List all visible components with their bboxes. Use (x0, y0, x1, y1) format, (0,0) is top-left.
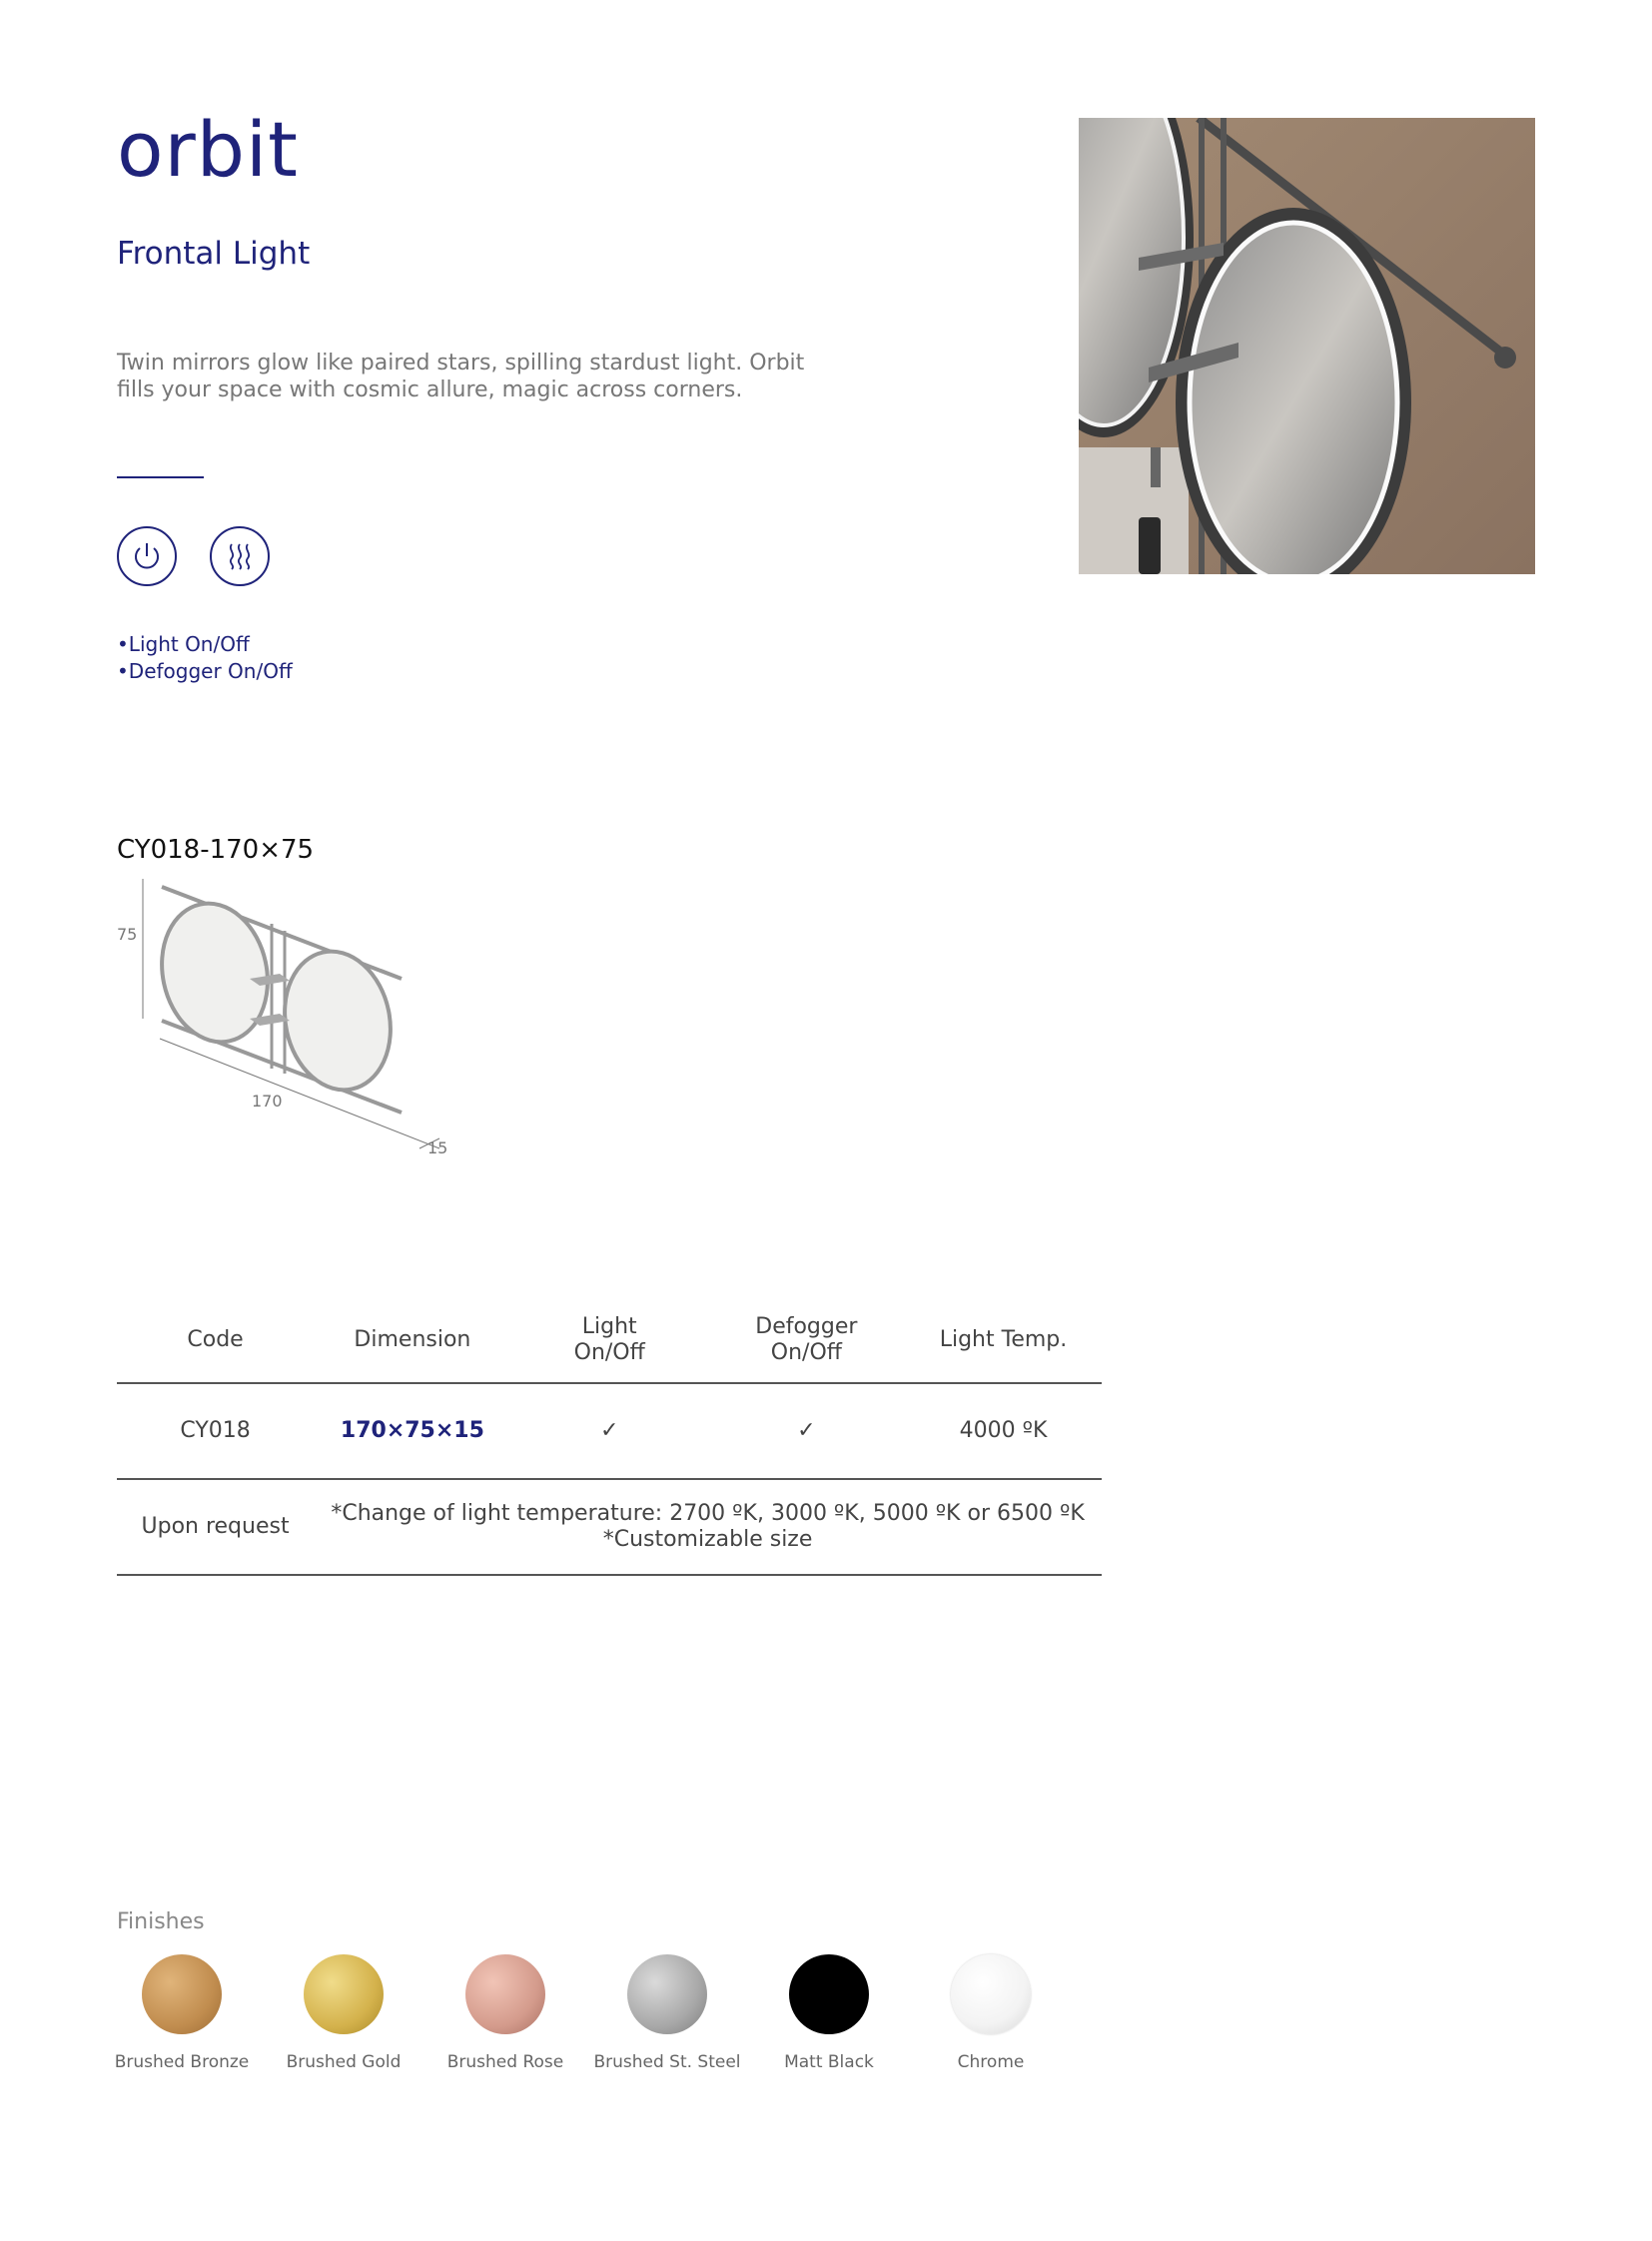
cell-light-check: ✓ (511, 1383, 708, 1479)
divider (117, 476, 204, 478)
swatch-brushed-steel (627, 1954, 707, 2034)
request-note-temperature: *Change of light temperature: 2700 ºK, 3000 ºK, 5000 ºK or 6500 ºK (331, 1501, 1085, 1526)
dimension-label-height: 75 (117, 925, 138, 944)
product-title: orbit (117, 105, 299, 194)
spec-table (117, 1298, 1102, 1576)
swatch-label-brushed-steel: Brushed St. Steel (593, 2052, 741, 2072)
cell-defogger-check: ✓ (708, 1383, 905, 1479)
table-row (117, 1383, 1102, 1479)
dimension-label-depth: 15 (427, 1138, 448, 1157)
feature-item-light: • Light On/Off (117, 631, 293, 658)
power-icon (117, 526, 177, 586)
feature-item-defogger: • Defogger On/Off (117, 658, 293, 685)
swatch-chrome (951, 1954, 1031, 2034)
header-defogger: Defogger On/Off (708, 1298, 905, 1383)
header-light: Light On/Off (511, 1298, 708, 1383)
header-dimension: Dimension (314, 1298, 511, 1383)
dimension-label-width: 170 (252, 1092, 283, 1111)
model-code-title: CY018-170×75 (117, 835, 315, 865)
swatch-label-brushed-bronze: Brushed Bronze (114, 2052, 250, 2072)
product-description: Twin mirrors glow like paired stars, spilling stardust light. Orbit fills your space with cosmic allure, magic across corners. (117, 351, 805, 402)
swatch-brushed-bronze (142, 1954, 222, 2034)
cell-light-temp: 4000 ºK (905, 1383, 1102, 1479)
table-row-request (117, 1479, 1102, 1575)
swatch-label-brushed-rose: Brushed Rose (446, 2052, 564, 2072)
cell-request-notes (314, 1479, 1102, 1575)
cell-dimension: 170×75×15 (314, 1383, 511, 1479)
request-note-size: *Customizable size (602, 1527, 813, 1552)
header-code: Code (117, 1298, 314, 1383)
swatch-label-matt-black: Matt Black (784, 2052, 874, 2072)
header-light-temp: Light Temp. (905, 1298, 1102, 1383)
swatch-brushed-rose (465, 1954, 545, 2034)
swatch-matt-black (789, 1954, 869, 2034)
swatch-brushed-gold (304, 1954, 384, 2034)
swatch-label-brushed-gold: Brushed Gold (286, 2052, 402, 2072)
product-subtitle: Frontal Light (117, 236, 311, 272)
cell-upon-request: Upon request (117, 1479, 314, 1575)
feature-list (117, 631, 293, 685)
table-header-row (117, 1298, 1102, 1383)
defogger-icon (210, 526, 270, 586)
product-photo (1079, 118, 1535, 574)
finishes-label: Finishes (117, 1909, 205, 1934)
dimension-diagram (110, 869, 459, 1172)
swatch-label-chrome: Chrome (957, 2052, 1025, 2072)
cell-code: CY018 (117, 1383, 314, 1479)
